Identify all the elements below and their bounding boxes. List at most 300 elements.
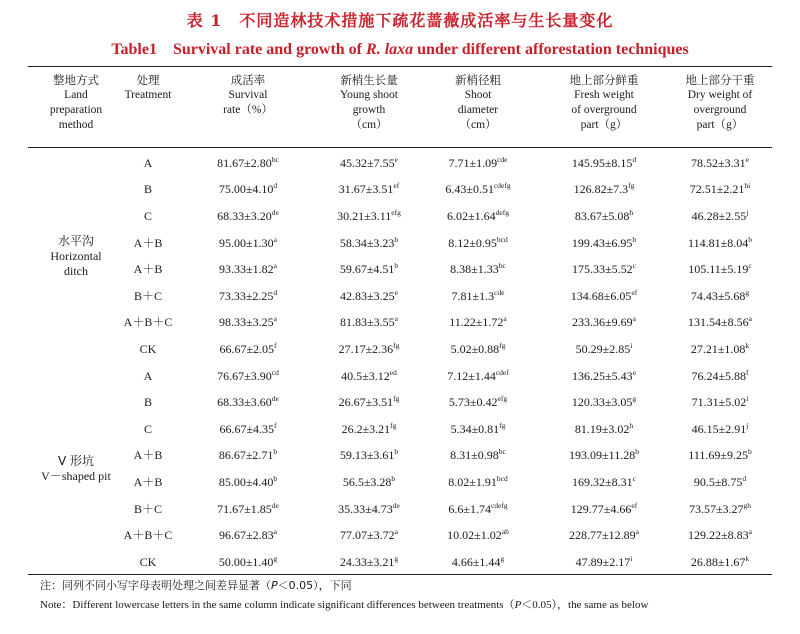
value-number: 26.2±3.21 [341, 421, 391, 436]
value-cell [186, 395, 310, 410]
header-rule [28, 147, 772, 148]
significance-letter: a [635, 527, 639, 537]
value-number: 58.34±3.23 [339, 235, 395, 250]
value-cell [542, 369, 666, 384]
value-number: 114.81±8.04 [688, 235, 749, 250]
significance-letter: f [274, 420, 277, 430]
value-number: 26.67±3.51 [338, 395, 394, 410]
significance-letter: i [746, 394, 749, 404]
value-cell [186, 236, 310, 251]
treatment-cell: A＋B＋C [123, 528, 173, 543]
significance-letter: d [742, 474, 747, 483]
value-number: 45.32±7.55 [340, 155, 395, 170]
value-cell [658, 315, 782, 330]
value-cell [307, 395, 431, 410]
value-number: 175.33±5.52 [572, 262, 633, 277]
significance-letter: g [632, 394, 637, 404]
value-cell [542, 156, 666, 171]
caption-en-suffix: under different afforestation techniques [413, 41, 689, 58]
treatment-cell: B [143, 182, 152, 197]
value-number: 46.28±2.55 [691, 209, 747, 223]
significance-letter: j [746, 208, 749, 217]
value-cell [186, 475, 310, 490]
header-en-line: Shoot [464, 89, 492, 101]
significance-letter: defg [495, 208, 509, 217]
value-cell [186, 262, 310, 277]
value-cell [186, 555, 310, 570]
treatment-cell: A＋B [133, 448, 163, 463]
significance-letter: h [629, 420, 634, 430]
value-cell [186, 502, 310, 517]
significance-letter: fg [393, 341, 400, 350]
significance-letter: ed [389, 367, 397, 377]
value-number: 71.31±5.02 [691, 395, 747, 410]
header-en-line: of overground [571, 104, 637, 116]
significance-letter: gh [743, 500, 752, 510]
significance-letter: d [273, 287, 278, 297]
value-cell [307, 342, 431, 357]
value-cell [186, 422, 310, 437]
significance-letter: b [394, 261, 399, 271]
value-cell [658, 262, 782, 277]
footnote-cn [40, 577, 352, 593]
value-cell [542, 236, 666, 251]
value-cell [658, 555, 782, 570]
value-number: 24.33±3.21 [339, 554, 395, 569]
footnote-en-b: ＜0.05），the same as below [521, 599, 649, 611]
significance-letter: d [632, 154, 637, 164]
significance-letter: cdef [495, 367, 509, 377]
value-number: 66.67±2.05 [219, 342, 275, 356]
value-number: 5.02±0.88 [450, 342, 500, 356]
value-number: 90.5±8.75 [693, 475, 743, 489]
significance-letter: b [747, 447, 752, 457]
significance-letter: cd [271, 367, 279, 377]
footnote-en [40, 596, 648, 612]
value-number: 86.67±2.71 [218, 448, 274, 463]
significance-letter: de [392, 500, 400, 510]
significance-letter: de [271, 394, 279, 404]
value-cell [658, 182, 782, 197]
value-cell [307, 262, 431, 277]
value-number: 26.88±1.67 [690, 554, 746, 569]
significance-letter: cdefg [490, 500, 508, 510]
significance-letter: e [394, 154, 398, 164]
significance-letter: fg [390, 420, 397, 430]
significance-letter: a [632, 314, 636, 324]
value-cell [658, 448, 782, 463]
value-cell [186, 369, 310, 384]
value-cell [658, 502, 782, 517]
value-number: 83.67±5.08 [574, 209, 630, 223]
value-cell [542, 395, 666, 410]
value-cell [186, 528, 310, 543]
significance-letter: bc [498, 447, 506, 457]
significance-letter: e [394, 287, 398, 297]
header-en-line: Fresh weight [574, 89, 634, 101]
value-number: 50.00±1.40 [218, 554, 274, 569]
value-number: 7.12±1.44 [447, 368, 496, 383]
significance-letter: a [273, 234, 277, 244]
value-number: 27.21±1.08 [690, 342, 746, 356]
treatment-cell: A＋B [133, 235, 163, 250]
significance-letter: fg [499, 420, 506, 430]
significance-letter: efg [497, 394, 508, 404]
significance-letter: efg [391, 208, 401, 217]
significance-letter: fg [499, 341, 506, 350]
significance-letter: i [630, 553, 633, 563]
value-cell [542, 262, 666, 277]
treatment-cell: B＋C [133, 501, 162, 516]
value-number: 76.24±5.88 [691, 368, 747, 383]
value-cell [416, 422, 540, 437]
significance-letter: bc [498, 261, 506, 271]
treatment-cell: A [143, 368, 153, 383]
value-number: 27.17±2.36 [338, 342, 394, 356]
header-en-line: diameter [457, 104, 499, 116]
value-number: 93.33±1.82 [219, 262, 274, 277]
value-cell [416, 448, 540, 463]
value-number: 73.33±2.25 [218, 288, 274, 303]
header-cell [418, 73, 538, 133]
value-cell [416, 475, 540, 490]
method-en-line: V－shaped pit [41, 469, 111, 484]
value-number: 77.07±3.72 [340, 528, 395, 543]
significance-letter: b [394, 447, 399, 457]
value-number: 145.95±8.15 [571, 155, 633, 170]
value-number: 95.00±1.30 [219, 235, 274, 250]
footnote-cn-a: 注：同列不同小写字母表明处理之间差异显著（ [40, 579, 271, 592]
method-en-line: ditch [64, 263, 88, 278]
value-number: 7.71±1.09 [448, 155, 498, 170]
value-number: 8.31±0.98 [450, 448, 499, 463]
header-cell [544, 73, 664, 133]
header-en-line: overground [693, 104, 747, 116]
value-cell [542, 209, 666, 224]
significance-letter: g [745, 287, 750, 297]
value-cell [186, 289, 310, 304]
significance-letter: ef [631, 287, 638, 297]
value-number: 134.68±6.05 [570, 288, 632, 303]
significance-letter: c [632, 474, 636, 483]
value-cell [542, 475, 666, 490]
value-number: 8.38±1.33 [450, 262, 499, 277]
value-number: 50.29±2.85 [575, 342, 631, 356]
value-cell [542, 528, 666, 543]
header-en-line: rate（%） [223, 104, 273, 116]
significance-letter: a [273, 314, 277, 324]
significance-letter: cde [497, 154, 508, 164]
header-en-line: part（g） [696, 119, 744, 131]
value-cell [658, 528, 782, 543]
value-number: 76.67±3.90 [217, 368, 272, 383]
header-cn: 地上部分鲜重 [569, 73, 639, 87]
value-cell [416, 528, 540, 543]
significance-letter: a [273, 261, 277, 271]
value-cell [416, 156, 540, 171]
value-cell [307, 156, 431, 171]
footnote-cn-b: ＜0.05），下同 [277, 579, 352, 592]
header-cn: 新梢径粗 [455, 73, 501, 87]
value-cell [416, 502, 540, 517]
value-cell [186, 315, 310, 330]
value-cell [186, 209, 310, 224]
value-number: 129.77±4.66 [570, 501, 632, 516]
treatment-cell: B＋C [133, 288, 162, 303]
table-caption-en [0, 36, 800, 59]
value-number: 56.5±3.28 [342, 475, 392, 489]
value-cell [542, 502, 666, 517]
treatment-cell: A＋B＋C [123, 315, 173, 330]
value-number: 66.67±4.35 [219, 421, 275, 436]
value-cell [658, 475, 782, 490]
significance-letter: a [748, 314, 752, 324]
caption-en-species: R. laxa [366, 41, 414, 58]
value-number: 5.73±0.42 [448, 395, 498, 410]
significance-letter: j [746, 420, 749, 430]
value-number: 8.02±1.91 [448, 475, 497, 489]
value-cell [416, 369, 540, 384]
value-number: 81.67±2.80 [217, 155, 272, 170]
value-number: 11.22±1.72 [449, 315, 504, 330]
method-en-line: Horizontal [50, 248, 102, 263]
value-cell [307, 475, 431, 490]
value-number: 8.12±0.95 [448, 235, 497, 250]
value-cell [307, 502, 431, 517]
significance-letter: h [629, 208, 634, 217]
table-caption-cn: 表 1 不同造林技术措施下疏花蔷薇成活率与生长量变化 [186, 11, 614, 30]
significance-letter: c [632, 261, 636, 271]
value-cell [186, 448, 310, 463]
value-cell [307, 422, 431, 437]
value-number: 59.13±3.61 [339, 448, 395, 463]
value-cell [186, 182, 310, 197]
value-cell [542, 422, 666, 437]
significance-letter: bcd [496, 474, 508, 483]
value-number: 75.00±4.10 [218, 182, 274, 197]
value-number: 46.15±2.91 [691, 421, 747, 436]
value-cell [658, 209, 782, 224]
header-en-line: Young shoot [340, 89, 398, 101]
value-cell [658, 395, 782, 410]
value-number: 126.82±7.3 [573, 182, 629, 197]
value-cell [658, 156, 782, 171]
significance-letter: de [271, 208, 279, 217]
treatment-cell: A [143, 155, 153, 170]
value-number: 73.57±3.27 [688, 501, 744, 516]
significance-letter: e [745, 154, 749, 164]
value-number: 193.09±11.28 [569, 448, 636, 463]
value-cell [658, 236, 782, 251]
header-cn: 整地方式 [53, 73, 99, 87]
significance-letter: g [394, 553, 399, 563]
value-number: 30.21±3.11 [337, 209, 392, 223]
header-cell [188, 73, 308, 118]
top-rule [28, 66, 772, 67]
value-number: 10.02±1.02 [447, 528, 502, 543]
value-cell [542, 182, 666, 197]
significance-letter: b [391, 474, 396, 483]
value-number: 81.83±3.55 [340, 315, 395, 330]
value-number: 40.5±3.12 [341, 368, 390, 383]
header-en-line: Land [64, 89, 88, 101]
significance-letter: hi [744, 181, 751, 191]
value-cell [658, 369, 782, 384]
significance-letter: a [394, 527, 398, 537]
value-cell [542, 289, 666, 304]
value-cell [542, 342, 666, 357]
value-number: 68.33±3.60 [217, 395, 272, 410]
significance-letter: ef [393, 181, 400, 191]
significance-letter: ab [501, 527, 509, 537]
value-number: 129.22±8.83 [688, 528, 749, 543]
significance-letter: bc [271, 154, 279, 164]
method-cn: 水平沟 [57, 233, 94, 248]
value-cell [542, 315, 666, 330]
value-cell [307, 528, 431, 543]
value-number: 6.02±1.64 [447, 209, 496, 223]
treatment-cell: B [143, 395, 152, 410]
header-cn: 地上部分干重 [685, 73, 755, 87]
value-cell [307, 236, 431, 251]
value-cell [542, 555, 666, 570]
significance-letter: d [273, 181, 278, 191]
value-number: 111.69±9.25 [688, 448, 748, 463]
significance-letter: b [394, 234, 399, 244]
footnote-cn-p: P [271, 579, 278, 592]
header-en-line: growth [352, 104, 386, 116]
significance-letter: a [394, 314, 398, 324]
value-cell [186, 342, 310, 357]
value-number: 31.67±3.51 [338, 182, 394, 197]
value-number: 7.81±1.3 [451, 288, 495, 303]
footnote-en-p: P [514, 599, 522, 611]
value-number: 233.36±9.69 [572, 315, 633, 330]
value-number: 4.66±1.44 [451, 554, 501, 569]
header-en-line: method [58, 119, 94, 131]
value-number: 136.25±5.43 [572, 368, 633, 383]
significance-letter: f [274, 341, 277, 350]
significance-letter: fg [393, 394, 400, 404]
treatment-cell: A＋B [133, 262, 163, 277]
value-cell [416, 289, 540, 304]
value-cell [307, 315, 431, 330]
value-number: 72.51±2.21 [689, 182, 745, 197]
header-en-line: preparation [49, 104, 103, 116]
header-en-line: （cm） [350, 119, 388, 131]
significance-letter: b [632, 234, 637, 244]
value-cell [416, 262, 540, 277]
value-number: 199.43±6.95 [571, 235, 633, 250]
value-number: 6.6±1.74 [448, 501, 491, 516]
significance-letter: b [748, 234, 752, 244]
treatment-cell: C [143, 209, 152, 223]
significance-letter: b [635, 447, 639, 457]
header-cn: 新梢生长量 [340, 73, 398, 87]
value-number: 105.11±5.19 [688, 262, 749, 277]
significance-letter: e [632, 367, 636, 377]
treatment-cell: CK [139, 342, 157, 356]
significance-letter: de [271, 500, 279, 510]
value-cell [416, 315, 540, 330]
value-cell [658, 422, 782, 437]
value-cell [658, 289, 782, 304]
treatment-cell: A＋B [133, 475, 163, 489]
value-number: 71.67±1.85 [217, 501, 272, 516]
value-cell [658, 342, 782, 357]
caption-en-prefix: Table1 Survival rate and growth of [111, 41, 367, 58]
header-en-line: part（g） [580, 119, 628, 131]
value-number: 131.54±8.56 [688, 315, 749, 330]
value-cell [416, 342, 540, 357]
significance-letter: b [273, 447, 278, 457]
value-number: 228.77±12.89 [569, 528, 636, 543]
header-en-line: Survival [228, 89, 268, 101]
value-cell [542, 448, 666, 463]
value-number: 6.43±0.51 [445, 182, 494, 197]
header-en-line: Treatment [124, 89, 172, 101]
significance-letter: k [745, 553, 750, 563]
header-cell [309, 73, 429, 133]
footnote-en-a: Note：Different lowercase letters in the same column indicate significant differences between treatments（ [40, 599, 515, 611]
value-cell [307, 448, 431, 463]
treatment-cell: CK [139, 554, 157, 569]
value-number: 98.33±3.25 [219, 315, 274, 330]
significance-letter: k [745, 341, 750, 350]
value-number: 59.67±4.51 [339, 262, 395, 277]
value-cell [307, 182, 431, 197]
significance-letter: a [748, 527, 752, 537]
value-number: 35.33±4.73 [338, 501, 393, 516]
value-number: 68.33±3.20 [217, 209, 272, 223]
significance-letter: a [273, 527, 277, 537]
value-cell [416, 236, 540, 251]
value-cell [416, 209, 540, 224]
significance-letter: ef [631, 500, 638, 510]
significance-letter: c [748, 261, 752, 271]
value-cell [186, 156, 310, 171]
significance-letter: g [500, 553, 505, 563]
significance-letter: fg [628, 181, 635, 191]
value-number: 169.32±8.31 [572, 475, 633, 489]
significance-letter: cde [494, 287, 505, 297]
significance-letter: f [746, 367, 749, 377]
bottom-rule [28, 574, 772, 575]
value-cell [416, 395, 540, 410]
significance-letter: bcd [496, 234, 508, 244]
header-cn: 成活率 [230, 73, 266, 87]
value-cell [307, 209, 431, 224]
significance-letter: g [273, 553, 278, 563]
value-cell [416, 555, 540, 570]
value-number: 96.67±2.83 [219, 528, 274, 543]
value-cell [307, 369, 431, 384]
treatment-cell: C [143, 421, 152, 436]
significance-letter: a [503, 314, 507, 324]
value-number: 42.83±3.25 [340, 288, 395, 303]
value-number: 5.34±0.81 [450, 421, 500, 436]
value-number: 81.19±3.02 [574, 421, 630, 436]
method-cn: V 形坑 [57, 454, 95, 469]
header-en-line: （cm） [459, 119, 497, 131]
value-cell [307, 555, 431, 570]
header-cn: 处理 [136, 73, 160, 87]
significance-letter: b [273, 474, 278, 483]
value-cell [416, 182, 540, 197]
header-en-line: Dry weight of [687, 89, 753, 101]
significance-letter: cdefg [493, 181, 511, 191]
header-cell [660, 73, 780, 133]
